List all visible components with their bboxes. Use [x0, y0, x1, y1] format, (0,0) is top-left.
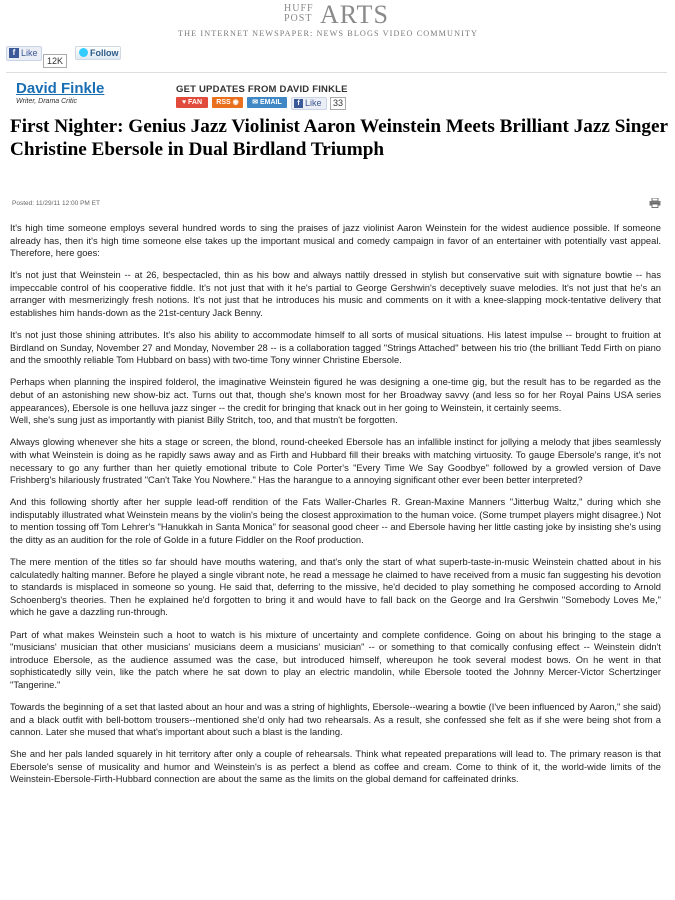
- twitter-bird-icon: [79, 48, 88, 57]
- print-icon[interactable]: [649, 198, 661, 208]
- get-updates-panel: [176, 84, 416, 111]
- article-paragraph: Part of what makes Weinstein such a hoot to watch is his mixture of uncertainty and complete confidence. Going on about his bringing to the stage a "musicians' musician that other musicians' musicians deem a musicians' musician" -- or something to that comically confusing effect -- Weinstein didn't introduce Ebersole, as the audience assumed was the case, but introduced himself, whereupon he took several modest bows. On he went in that sophisticatedly silly vein, like the patch where he sat down to play an electric mandolin, while Ebersole tooted the Johnny Mercer-Victor Schertzinger "Tangerine.": [10, 629, 661, 690]
- article-paragraph: Towards the beginning of a set that lasted about an hour and was a string of highlights, Ebersole--wearing a bowtie (I've been influenced by Aaron," she said) and a black outfit with bell-bottom trousers--mentioned she'd only had two rehearsals. As a result, she confessed she felt as if she were being shot from a cannon. Later she mused that what's important about such a blast is the landing.: [10, 702, 661, 738]
- masthead-tagline: THE INTERNET NEWSPAPER: NEWS BLOGS VIDEO COMMUNITY: [178, 29, 479, 38]
- huffpost-logo[interactable]: HUFF POST: [284, 3, 314, 24]
- article-body: [10, 222, 661, 796]
- author-title: Writer, Drama Critic: [16, 98, 78, 105]
- author-name-link[interactable]: David Finkle: [16, 80, 105, 97]
- article-paragraph: Perhaps when planning the inspired folderol, the imaginative Weinstein figured he was designing a one-time gig, but the result has to be regarded as the debut of an astonishing new show-biz act. Turns out that, though she's known most for her Broadway savvy (and less so for her Royal Pains USA series appearances), Ebersole is one helluva jazz singer -- the credit for bringing that knack out in her going to Weinstein, it certainly seems.: [10, 377, 661, 413]
- article-paragraph: Well, she's sung just as importantly with pianist Billy Stritch, too, and that mustn't be forgotten.: [10, 415, 398, 426]
- fan-label: FAN: [188, 99, 203, 106]
- article-paragraph: She and her pals landed squarely in hit territory after only a couple of rehearsals. Think what repeated preparations will lead to. The primary reason is that Ebersole's sense of musicality and humor and Weinstein's is as perfect a blend as coffee and cream. Come to think of it, the world-wide limits of the Weinstein-Ebersole-Firth-Hubbard connection are about the same as the limits on the global demand for caffeinated drinks.: [10, 749, 661, 785]
- masthead: [0, 0, 675, 44]
- article-paragraph: It's not just that Weinstein -- at 26, bespectacled, thin as his bow and always nattily dressed in stylish but conservative suit with signature bowtie -- has impeccable control of his cooperative fiddle. It's not just that with it he's partial to George Gershwin's deceptively suave melodies. It's not just that he's an arranger with mesmerizingly fresh notions. It's not just that he introduces his music and comments on it with a knee-slapping mock-tentative delivery that establishes him hands-down as the 21st-century Jack Benny.: [10, 270, 661, 319]
- facebook-like-button[interactable]: [6, 46, 42, 61]
- email-label: EMAIL: [260, 99, 282, 106]
- facebook-like-count: 12K: [43, 54, 67, 68]
- article-paragraph: The mere mention of the titles so far should have mouths watering, and that's only the start of what superb-taste-in-music Weinstein chatted about in his calculatedly halting manner. Before he played a single vibrant note, he read a message he claimed to have received from a music fan suggesting his devotion to standards is misplaced in someone so young. He said that, deferring to the missive, he'd decided to play something he composed according to Arnold Schoenberg's theories. Then he explained he'd forgotten to bring it and would have to fall back on the George and Ira Gershwin "Somebody Loves Me," which he gave a dazzling run-through.: [10, 557, 661, 618]
- posted-date: Posted: 11/29/11 12:00 PM ET: [12, 200, 100, 207]
- header-divider: [6, 72, 667, 73]
- author-facebook-like-button[interactable]: [291, 97, 327, 110]
- article-paragraph: It's not just those shining attributes. It's also his ability to accommodate himself to all sorts of musical situations. His latest impulse -- brought to fruition at Birdland on Sunday, November 27 and Monday, November 28 -- is a collaboration tagged "Strings Attached" between his trio (the brilliant Tedd Firth on piano and the smoothly reliable Tom Hubbard on bass) with two-time Tony winner Christine Ebersole.: [10, 330, 661, 366]
- facebook-icon: f: [9, 48, 19, 58]
- get-updates-buttons: [176, 97, 416, 111]
- section-title[interactable]: ARTS: [320, 0, 389, 29]
- author-like-label: Like: [305, 98, 322, 108]
- get-updates-heading: GET UPDATES FROM DAVID FINKLE: [176, 84, 348, 95]
- article-paragraph: Always glowing whenever she hits a stage or screen, the blond, round-cheeked Ebersole has an infallible instinct for jollying a melody that jibes seamlessly with what Weinstein is doing as he rapidly saws away and as Firth and Hubbard fill their breaks with matching virtuosity. To gauge Ebersole's range, it's not necessary to go any further than her quietly emotional tribute to Cole Porter's "Every Time We Say Goodbye" followed by a growled version of Dave Frishberg's hilariously frustrated "Can't Take You Nowhere." Has the harangue to a annoying significant other ever been better interpreted?: [10, 437, 661, 486]
- article-headline: First Nighter: Genius Jazz Violinist Aaron Weinstein Meets Brilliant Jazz Singer Christine Ebersole in Dual Birdland Triumph: [10, 116, 668, 160]
- author-block: [16, 80, 156, 106]
- article-paragraph: And this following shortly after her supple lead-off rendition of the Fats Waller-Charles R. Grean-Maxine Manners "Jitterbug Waltz," during which she indisputably illustrated what Weinstein means by the violin's being the closest approximation to the human voice. (Some trumpet players might disagree.) Not to mention tossing off Tom Lehrer's "Hanukkah in Santa Monica" for seasonal good cheer -- and Ebersole having her little casting joke by insisting she's using the ditty as an audition for the role of Golde in a future Fiddler on the Roof production.: [10, 497, 661, 545]
- twitter-follow-button[interactable]: [75, 46, 121, 60]
- become-fan-button[interactable]: ♥ FAN: [176, 97, 208, 108]
- email-button[interactable]: ✉ EMAIL: [247, 97, 287, 108]
- article-paragraph: It's high time someone employs several hundred words to sing the praises of jazz violinist Aaron Weinstein for the widest audience possible. If someone already has, then it's high time someone else takes up the important musical and comedy campaign in favor of an entertainer with potentially vast appeal. Therefore, here goes:: [10, 223, 661, 259]
- rss-button[interactable]: RSS ◉: [212, 97, 243, 108]
- facebook-icon: f: [294, 99, 303, 108]
- twitter-follow-label: Follow: [90, 48, 119, 58]
- rss-label: RSS: [216, 99, 231, 106]
- facebook-like-label: Like: [21, 48, 38, 58]
- author-like-count: 33: [330, 97, 346, 110]
